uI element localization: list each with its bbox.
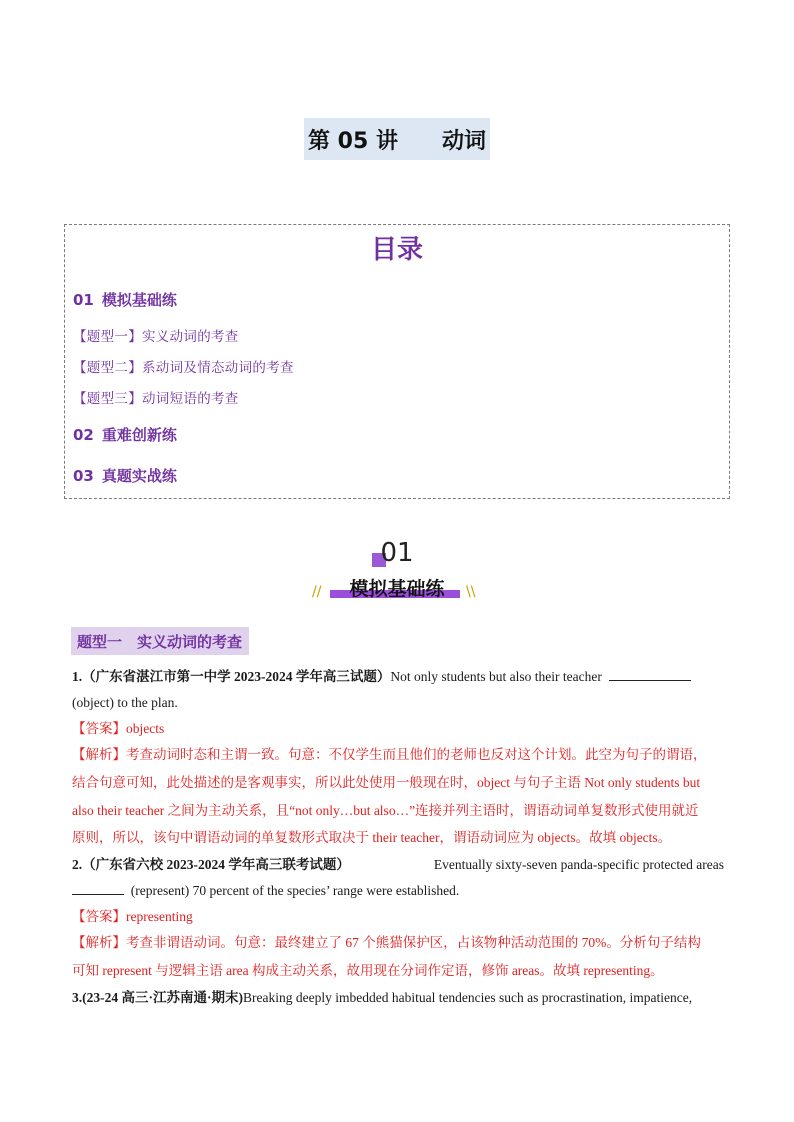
- q2-line-2: [72, 882, 724, 900]
- toc-subitem-3[interactable]: 【题型三】动词短语的考查: [73, 391, 239, 407]
- q3-line-1: [72, 989, 724, 1007]
- toc-section-03[interactable]: 03 真题实战练: [73, 467, 177, 485]
- toc-section-01[interactable]: 01 模拟基础练: [73, 291, 177, 309]
- q2-analysis-2: 可知 represent 与逻辑主语 area 构成主动关系，故用现在分词作定语，修饰 areas。故填 representing。: [72, 963, 664, 978]
- banner-slash-right: \\: [466, 584, 476, 600]
- q1-analysis-3: also their teacher 之间为主动关系，且“not only…but also…”连接并列主语时，谓语动词单复数形式使用就近: [72, 803, 699, 818]
- q1-answer: [72, 720, 724, 738]
- banner-number: 01: [380, 538, 414, 568]
- lecture-title: [304, 118, 490, 160]
- banner-label: 模拟基础练: [349, 578, 445, 600]
- q2-line-1: [72, 856, 724, 874]
- toc-heading: 目录: [370, 235, 423, 265]
- q2-text-2: (represent) 70 percent of the species’ range were established.: [130, 883, 460, 898]
- q1-text: Not only students but also their teacher: [390, 669, 602, 684]
- q1-analysis-label: 【解析】: [72, 747, 126, 762]
- section-banner: [300, 538, 494, 608]
- q2-answer: [72, 908, 724, 926]
- q3-text: Breaking deeply imbedded habitual tendencies such as procrastination, impatience,: [243, 990, 693, 1005]
- toc-subitem-1[interactable]: 【题型一】实义动词的考查: [73, 329, 239, 345]
- q2-analysis-label: 【解析】: [72, 935, 126, 950]
- q1-analysis-2: 结合句意可知，此处描述的是客观事实，所以此处使用一般现在时，object 与句子主语 Not only students but: [72, 775, 701, 790]
- q2-text: Eventually sixty-seven panda-specific protected areas: [433, 857, 724, 872]
- q1-line-1: [72, 668, 724, 686]
- q1-analysis-4: 原则，所以，该句中谓语动词的单复数形式取决于 their teacher，谓语动词应为 objects。故填 objects。: [72, 830, 672, 845]
- q3-source: 3.(23-24 高三·江苏南通·期末): [72, 990, 243, 1005]
- q1-analysis-1: 【解析】考查动词时态和主谓一致。句意：不仅学生而且他们的老师也反对这个计划。此空为句子的谓语，: [72, 747, 707, 762]
- q2-source: 2.（广东省六校 2023-2024 学年高三联考试题）: [72, 857, 350, 872]
- q2-answer-label: 【答案】: [72, 909, 126, 924]
- table-of-contents: [64, 224, 730, 499]
- q1-text-2: (object) to the plan.: [72, 695, 178, 710]
- q1-blank[interactable]: [609, 668, 691, 681]
- q1-answer-value: objects: [126, 721, 165, 736]
- section-title: 题型一 实义动词的考查: [71, 627, 249, 655]
- q1-source: 1.（广东省湛江市第一中学 2023-2024 学年高三试题）: [72, 669, 391, 684]
- q2-analysis-1: 【解析】考查非谓语动词。句意：最终建立了 67 个熊猫保护区，占该物种活动范围的 70%。分析句子结构: [72, 935, 701, 950]
- toc-section-02[interactable]: 02 重难创新练: [73, 426, 177, 444]
- lecture-topic: 动词: [441, 128, 486, 154]
- toc-subitem-2[interactable]: 【题型二】系动词及情态动词的考查: [73, 360, 294, 376]
- q2-answer-value: representing: [126, 909, 193, 924]
- q1-answer-label: 【答案】: [72, 721, 126, 736]
- q2-blank[interactable]: [72, 882, 124, 895]
- banner-slash-left: //: [312, 584, 322, 600]
- lecture-number: 第 05 讲: [308, 128, 398, 154]
